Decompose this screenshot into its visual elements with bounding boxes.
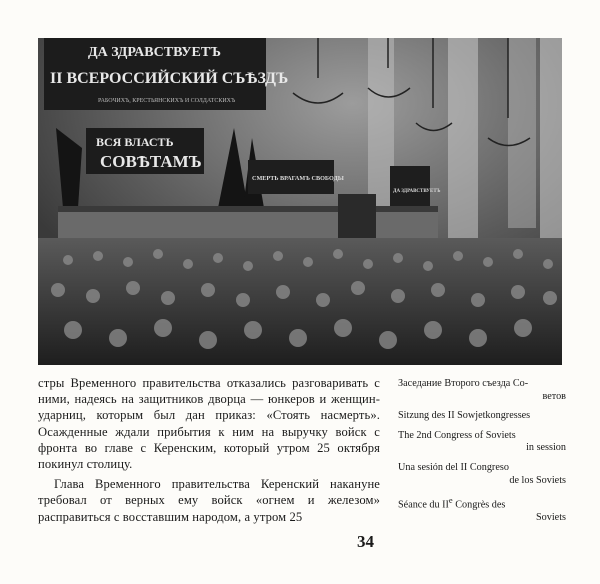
article-body	[38, 375, 380, 525]
caption-russian: Заседание Второго съезда Со- ветов	[398, 378, 566, 402]
caption-french: Séance du IIe Congrès des Soviets	[398, 495, 566, 524]
banner-center	[248, 160, 344, 194]
paragraph-1: стры Временного правительства отказались разговаривать с ними, надеясь на защитников дворца — юнкеров и женщин-ударниц, которым был дан приказ: «Стоять насмерть». Осажденные ждали прибытия к ним на выручку войск с фронта во главе с Керенским, который утром 25 октября покинул столицу.	[38, 376, 380, 472]
photo-captions	[398, 378, 566, 532]
banner-top-small: РАБОЧИХЪ, КРЕСТЬЯНСКИХЪ И СОЛДАТСКИХЪ	[98, 98, 236, 104]
banner-mid-line1: ВСЯ ВЛАСТЬ	[96, 135, 174, 149]
banner-right-text: ДА ЗДРАВСТВУЕТЪ	[393, 189, 441, 194]
caption-spanish: Una sesión del II Congreso de los Soviets	[398, 461, 566, 486]
banner-middle	[86, 128, 204, 174]
congress-photo	[38, 38, 562, 365]
banner-top	[44, 38, 288, 110]
page-number: 34	[357, 532, 374, 551]
caption-german: Sitzung des II Sowjetkongresses	[398, 410, 531, 422]
banner-center-text: СМЕРТЬ ВРАГАМЪ СВОБОДЫ	[252, 175, 344, 182]
banner-top-line1: ДА ЗДРАВСТВУЕТЪ	[88, 45, 221, 60]
paragraph-2: Глава Временного правительства Керенский накануне требовал от верных ему войск «огнем и железом» расправиться с восставшим народом, а утром 25	[38, 477, 380, 524]
banner-top-line2: II ВСЕРОССИЙСКИЙ СЪѢЗДЪ	[50, 70, 289, 87]
caption-english: The 2nd Congress of Soviets in session	[398, 429, 566, 454]
banner-mid-line2: СОВѢТАМЪ	[100, 152, 202, 171]
